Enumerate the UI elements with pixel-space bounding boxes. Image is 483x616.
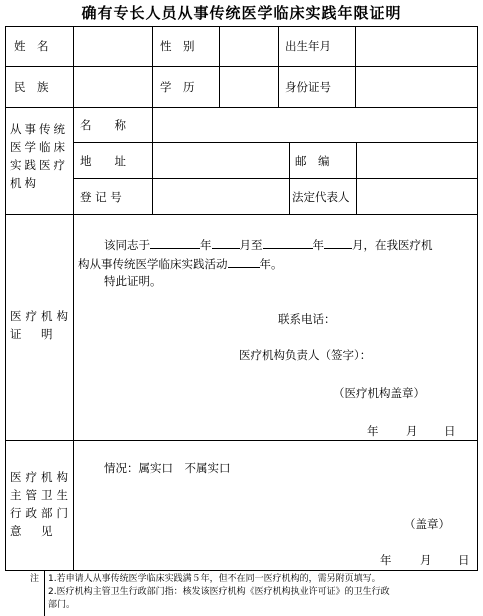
authority-seal-label: （盖章） <box>404 517 450 531</box>
authority-section-label: 医疗机构主管卫生行政部门意 见 <box>10 470 72 538</box>
certification-date-year: 年 <box>367 424 379 438</box>
legal-representative-label: 法定代表人 <box>292 190 350 204</box>
ethnicity-label: 民 族 <box>14 80 49 94</box>
education-field[interactable] <box>224 72 274 100</box>
institution-address-label: 地 址 <box>80 154 126 168</box>
institution-seal-label: （医疗机构盖章） <box>333 386 425 400</box>
note-line-2-continued: 部门。 <box>48 600 76 610</box>
authority-date-month: 月 <box>420 553 432 567</box>
institution-head-signature-label: 医疗机构负责人（签字）： <box>239 348 372 362</box>
registration-number-field[interactable] <box>158 183 284 209</box>
authority-date-year: 年 <box>380 553 392 567</box>
id-number-label: 身份证号 <box>285 80 331 94</box>
page-title: 确有专长人员从事传统医学临床实践年限证明 <box>81 4 402 22</box>
gender-field[interactable] <box>224 32 274 60</box>
certify-statement: 特此证明。 <box>104 274 162 288</box>
registration-number-label: 登 记 号 <box>80 190 122 204</box>
birth-date-field[interactable] <box>360 32 472 60</box>
institution-name-field[interactable] <box>158 112 472 138</box>
end-year-field[interactable] <box>263 237 313 249</box>
certification-section-label: 医疗机构证 明 <box>10 309 72 341</box>
contact-phone-label: 联系电话： <box>278 312 336 326</box>
note-line-2: 2.医疗机构主管卫生行政部门指：核发该医疗机构《医疗机构执业许可证》的卫生行政 <box>48 587 390 597</box>
institution-section-label: 从事传统医学临床实践医疗机构 <box>10 122 68 190</box>
name-label: 姓 名 <box>14 39 49 53</box>
note-line-1: 1.若申请人从事传统医学临床实践满５年，但不在同一医疗机构的，需另附页填写。 <box>48 574 381 584</box>
authority-date-day: 日 <box>458 553 470 567</box>
notes-divider <box>44 571 45 616</box>
notes-label: 注 <box>30 574 40 584</box>
start-month-field[interactable] <box>212 237 240 249</box>
legal-representative-field[interactable] <box>362 183 472 209</box>
birth-date-label: 出生年月 <box>285 39 331 53</box>
id-number-field[interactable] <box>360 72 472 100</box>
end-month-field[interactable] <box>324 237 352 249</box>
gender-label: 性 别 <box>160 39 195 53</box>
name-field[interactable] <box>80 32 148 60</box>
certification-date-month: 月 <box>406 424 418 438</box>
institution-address-field[interactable] <box>158 147 284 173</box>
education-label: 学 历 <box>160 80 195 94</box>
postcode-label: 邮 编 <box>295 154 330 168</box>
practice-years-sentence: 构从事传统医学临床实践活动 年。 <box>78 257 283 271</box>
practice-years-field[interactable] <box>228 256 260 268</box>
postcode-field[interactable] <box>362 147 472 173</box>
institution-name-label: 名 称 <box>80 118 126 132</box>
practice-period-sentence: 该同志于 年 月至 年 月，在我医疗机 <box>104 238 433 252</box>
ethnicity-field[interactable] <box>80 72 148 100</box>
verification-options[interactable]: 情况：属实口 不属实口 <box>104 461 231 475</box>
start-year-field[interactable] <box>150 237 200 249</box>
certification-date-day: 日 <box>444 424 456 438</box>
